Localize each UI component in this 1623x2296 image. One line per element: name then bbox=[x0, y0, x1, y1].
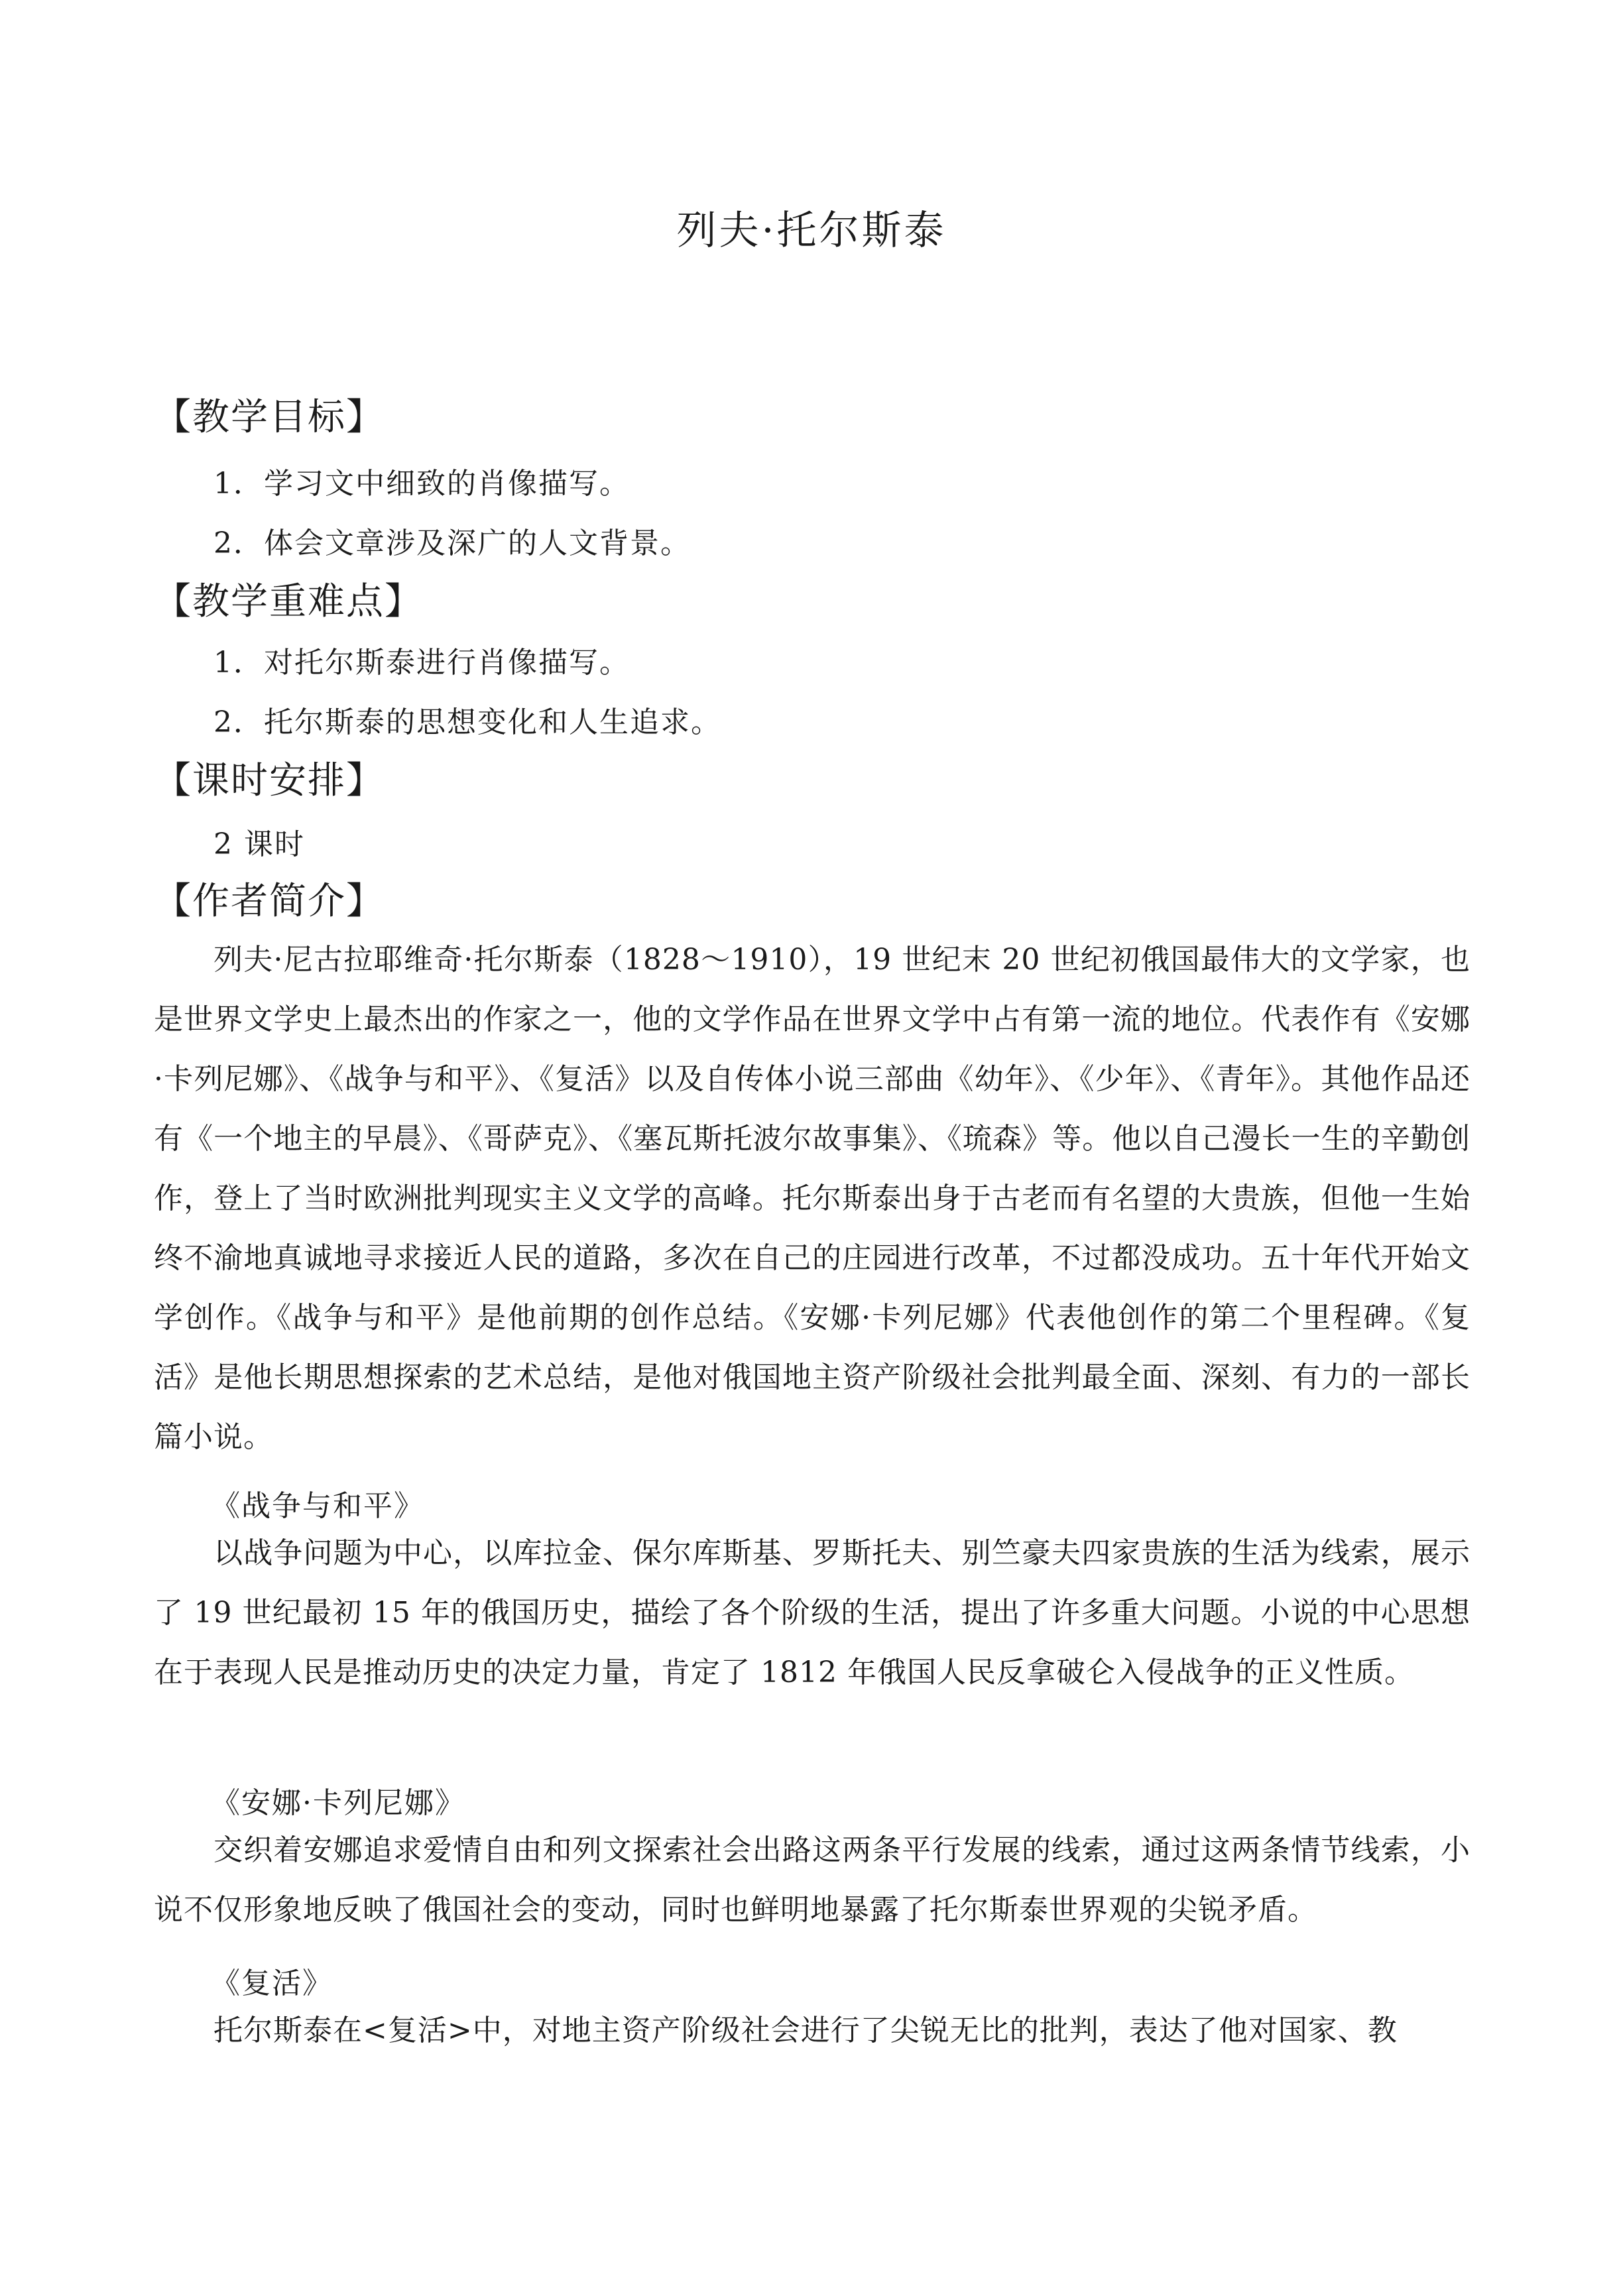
author-intro-paragraph: 列夫·尼古拉耶维奇·托尔斯泰（1828～1910），19 世纪末 20 世纪初俄国最伟大的文学家，也是世界文学史上最杰出的作家之一，他的文学作品在世界文学中占有第一流的地位。代表作有《安娜·卡列尼娜》、《战争与和平》、《复活》以及自传体小说三部曲《幼年》、《少年》、《青年》。其他作品还有《一个地主的早晨》、《哥萨克》、《塞瓦斯托波尔故事集》、《琉森》等。他以自己漫长一生的辛勤创作，登上了当时欧洲批判现实主义文学的高峰。托尔斯泰出身于古老而有名望的大贵族，但他一生始终不渝地真诚地寻求接近人民的道路，多次在自己的庄园进行改革，不过都没成功。五十年代开始文学创作。《战争与和平》是他前期的创作总结。《安娜·卡列尼娜》代表他创作的第二个里程碑。《复活》是他长期思想探索的艺术总结，是他对俄国地主资产阶级社会批判最全面、深刻、有力的一部长篇小说。 bbox=[154, 943, 1471, 1454]
author-heading: 【作者简介】 bbox=[154, 880, 385, 923]
key-point-item-2: 2．托尔斯泰的思想变化和人生追求。 bbox=[213, 705, 721, 739]
work-title-resurrection: 《复活》 bbox=[211, 1966, 333, 2000]
work-title-war-and-peace: 《战争与和平》 bbox=[211, 1489, 424, 1523]
work-paragraph: 托尔斯泰在<复活>中，对地主资产阶级社会进行了尖锐无比的批判，表达了他对国家、教 bbox=[213, 2014, 1398, 2047]
key-point-item-1: 1．对托尔斯泰进行肖像描写。 bbox=[213, 646, 630, 680]
schedule-heading: 【课时安排】 bbox=[154, 759, 385, 802]
work-paragraph: 以战争问题为中心，以库拉金、保尔库斯基、罗斯托夫、别竺豪夫四家贵族的生活为线索，展示了 19 世纪最初 15 年的俄国历史，描绘了各个阶级的生活，提出了许多重大问题。小说的中心思想在于表现人民是推动历史的决定力量，肯定了 1812 年俄国人民反拿破仑入侵战争的正义性质。 bbox=[154, 1536, 1471, 1689]
work-text-anna-karenina bbox=[154, 1821, 1471, 1940]
schedule-text: 2 课时 bbox=[213, 827, 305, 861]
objective-item-2: 2．体会文章涉及深广的人文背景。 bbox=[213, 526, 691, 560]
key-points-heading: 【教学重难点】 bbox=[154, 580, 423, 623]
work-paragraph: 交织着安娜追求爱情自由和列文探索社会出路这两条平行发展的线索，通过这两条情节线索，小说不仅形象地反映了俄国社会的变动，同时也鲜明地暴露了托尔斯泰世界观的尖锐矛盾。 bbox=[154, 1833, 1471, 1927]
page-title: 列夫·托尔斯泰 bbox=[676, 208, 947, 254]
objective-item-1: 1．学习文中细致的肖像描写。 bbox=[213, 467, 630, 501]
work-title-anna-karenina: 《安娜·卡列尼娜》 bbox=[211, 1786, 465, 1820]
author-intro bbox=[154, 930, 1471, 1467]
work-text-resurrection bbox=[154, 2001, 1471, 2061]
objectives-heading: 【教学目标】 bbox=[154, 396, 385, 439]
work-text-war-and-peace bbox=[154, 1524, 1471, 1703]
